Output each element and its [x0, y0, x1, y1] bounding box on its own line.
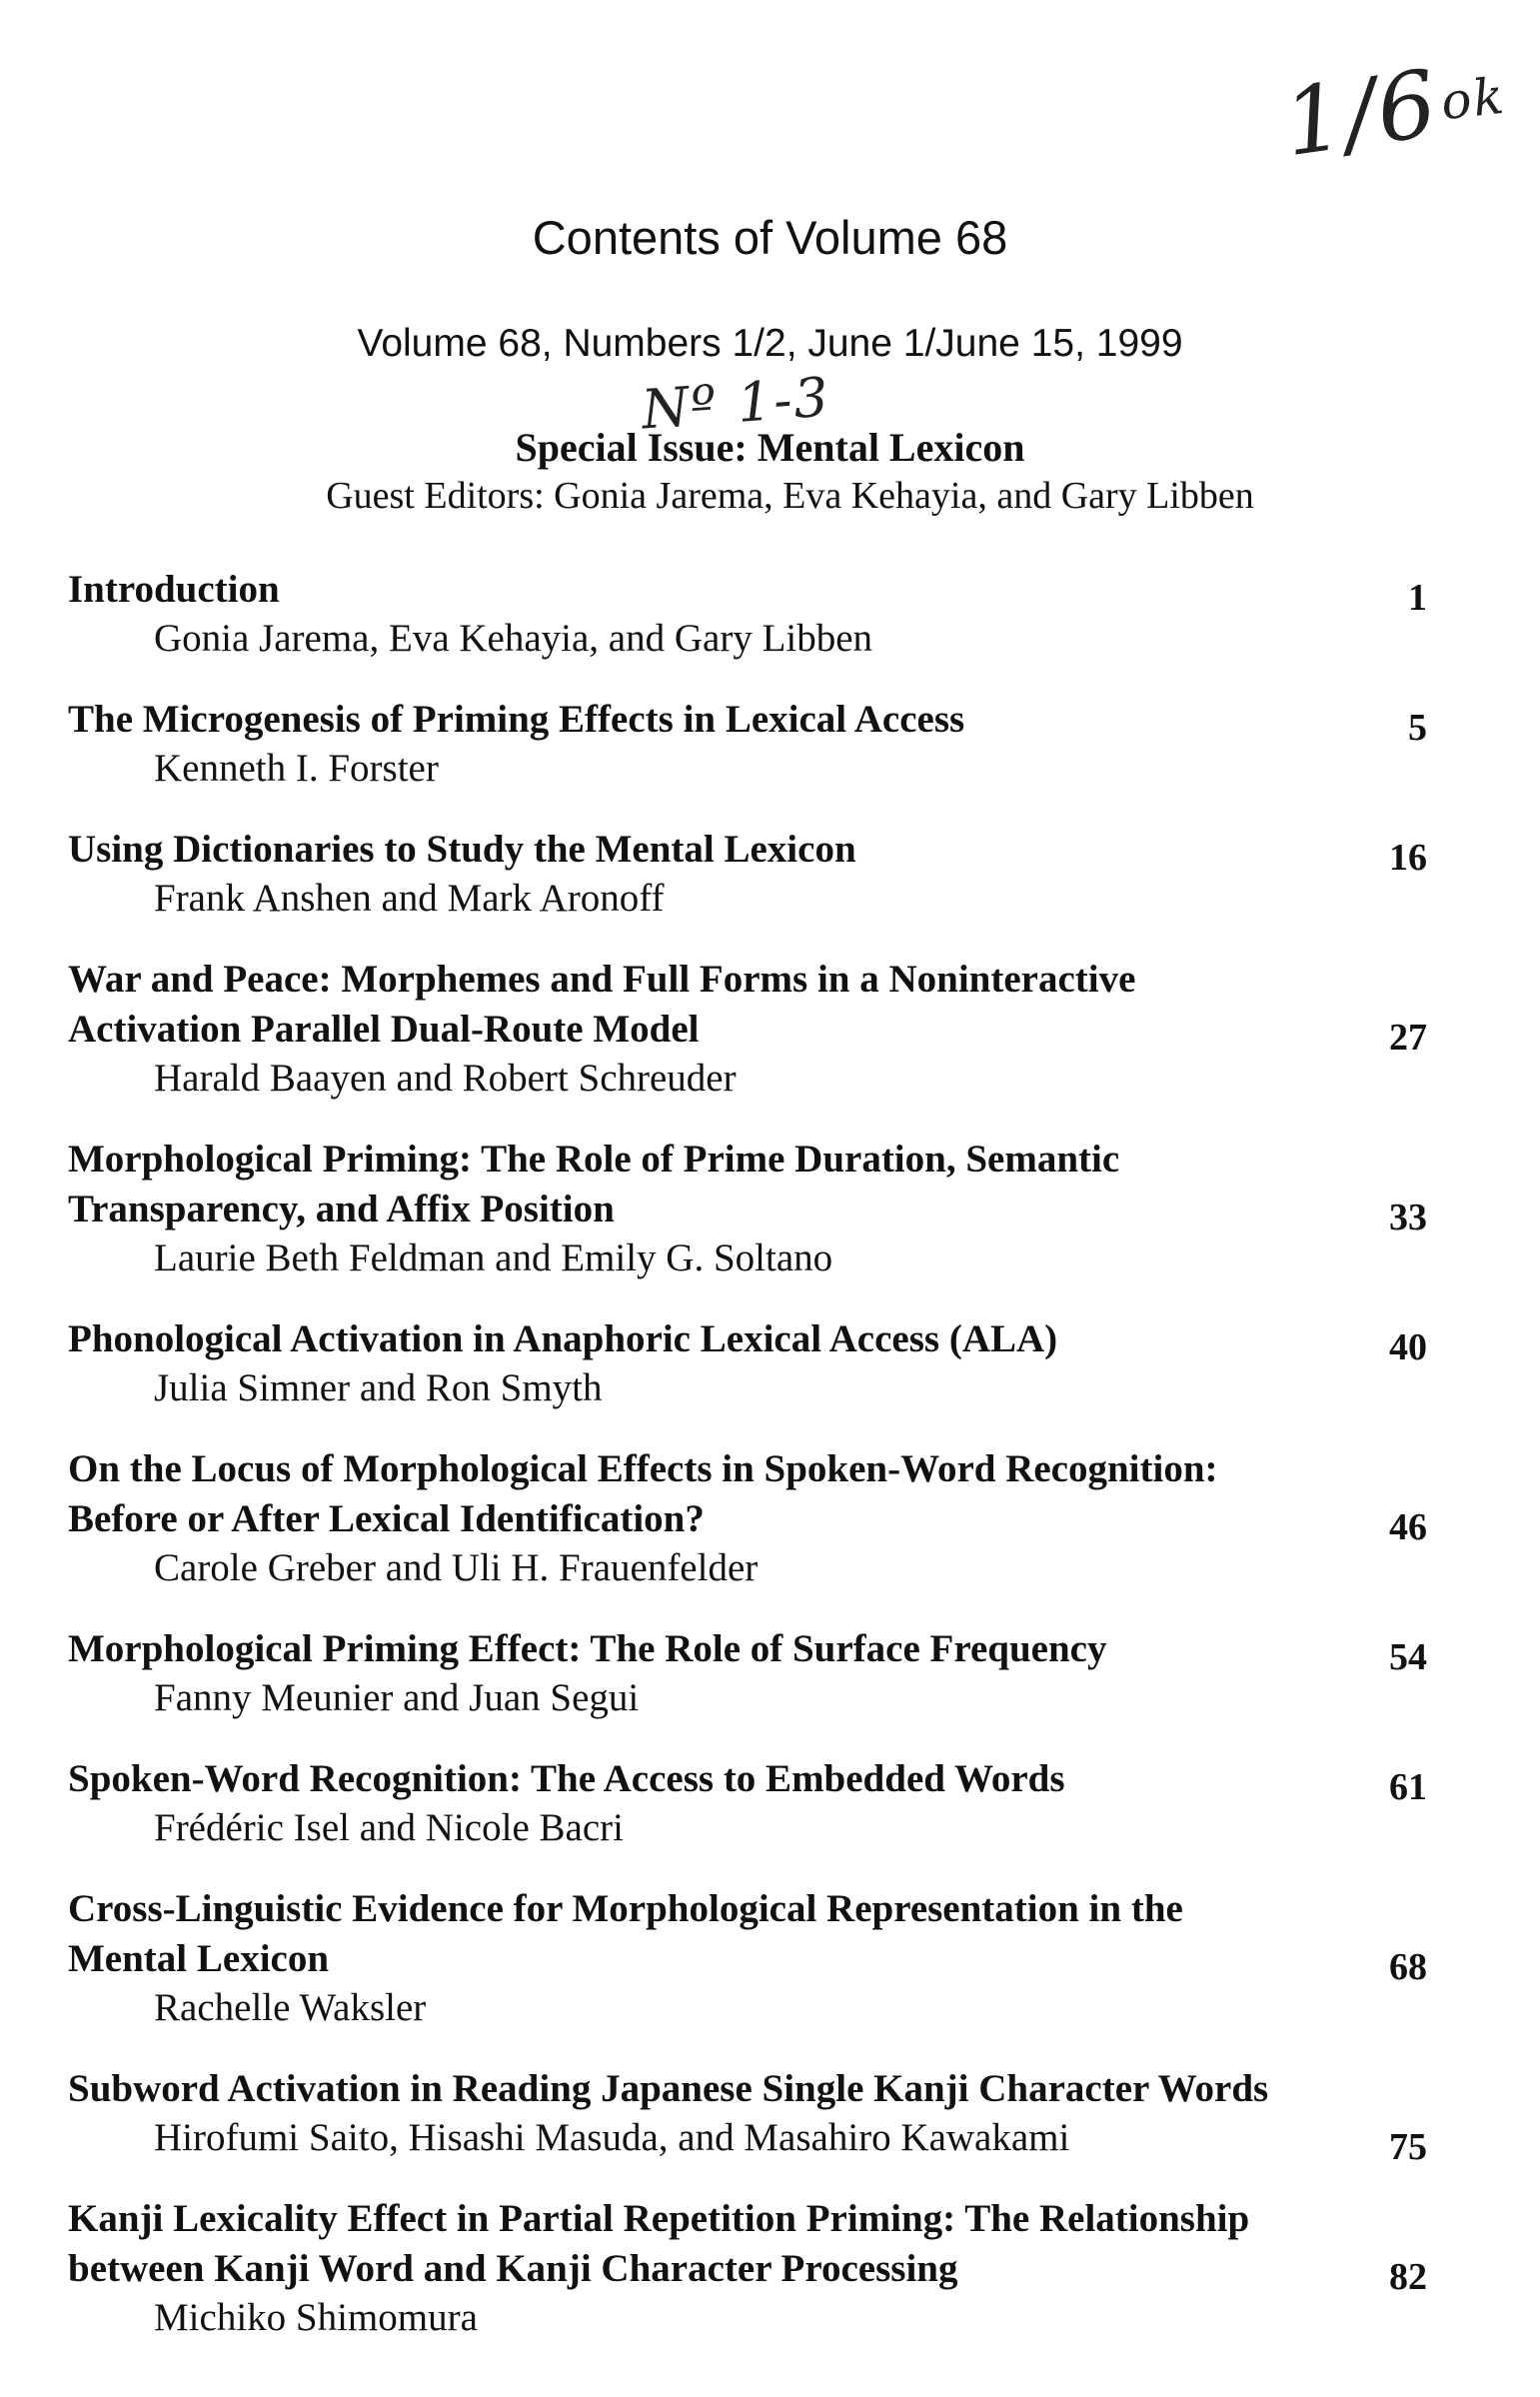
entry-title: Introduction [68, 568, 280, 611]
entry-authors: Gonia Jarema, Eva Kehayia, and Gary Libben [154, 617, 873, 660]
toc-entry [68, 825, 1427, 923]
entry-authors: Laurie Beth Feldman and Emily G. Soltano [154, 1236, 833, 1279]
page-title: Contents of Volume 68 [532, 211, 1008, 264]
entry-page-number: 46 [1389, 1506, 1427, 1548]
entry-title: Morphological Priming: The Role of Prime Duration, Semantic Transparency, and Affix Position [68, 1138, 1120, 1230]
entry-page-number: 27 [1389, 1017, 1427, 1059]
entry-page-number: 40 [1389, 1326, 1427, 1368]
toc-entry [68, 1314, 1427, 1412]
entry-title: Morphological Priming Effect: The Role of Surface Frequency [68, 1627, 1107, 1670]
entry-title: The Microgenesis of Priming Effects in Lexical Access [68, 698, 965, 741]
entry-page-number: 68 [1389, 1946, 1427, 1988]
toc-entry [68, 695, 1427, 793]
entry-authors: Fanny Meunier and Juan Segui [154, 1676, 640, 1719]
entry-authors: Frank Anshen and Mark Aronoff [154, 877, 665, 920]
handwritten-number-note: Nº 1-3 [640, 365, 832, 442]
handwritten-ok-note: ok [1438, 66, 1509, 132]
entry-page-number: 1 [1408, 577, 1427, 619]
entry-title: On the Locus of Morphological Effects in Spoken-Word Recognition: Before or After Lexical Identification? [68, 1447, 1218, 1540]
volume-line: Volume 68, Numbers 1/2, June 1/June 15, 1999 [357, 322, 1183, 365]
special-issue-heading: Special Issue: Mental Lexicon [515, 425, 1025, 470]
entry-authors: Julia Simner and Ron Smyth [154, 1366, 603, 1409]
entry-authors: Frédéric Isel and Nicole Bacri [154, 1806, 624, 1849]
toc-entry [68, 1444, 1427, 1592]
entry-title: Using Dictionaries to Study the Mental Lexicon [68, 828, 856, 871]
entry-authors: Michiko Shimomura [154, 2296, 478, 2339]
entry-authors: Kenneth I. Forster [154, 747, 439, 790]
entry-authors: Harald Baayen and Robert Schreuder [154, 1057, 737, 1100]
entry-title: Subword Activation in Reading Japanese Single Kanji Character Words [68, 2067, 1269, 2110]
entry-page-number: 54 [1389, 1636, 1427, 1678]
entry-page-number: 5 [1408, 707, 1427, 749]
entry-title: Spoken-Word Recognition: The Access to Embedded Words [68, 1757, 1065, 1800]
entry-page-number: 75 [1389, 2126, 1427, 2168]
toc-entry [68, 2194, 1427, 2342]
toc-entry [68, 2064, 1427, 2168]
entry-title: Cross-Linguistic Evidence for Morphological Representation in the Mental Lexicon [68, 1887, 1183, 1980]
handwritten-fraction-note: 1/6 [1277, 49, 1445, 178]
toc-entry [68, 1624, 1427, 1722]
entry-page-number: 61 [1389, 1766, 1427, 1808]
entry-page-number: 82 [1389, 2256, 1427, 2298]
entry-page-number: 16 [1389, 837, 1427, 879]
entry-authors: Carole Greber and Uli H. Frauenfelder [154, 1546, 759, 1589]
toc-entry [68, 955, 1427, 1103]
guest-editors-line: Guest Editors: Gonia Jarema, Eva Kehayia, and Gary Libben [326, 475, 1254, 517]
table-of-contents [68, 565, 1427, 2374]
toc-entry [68, 1754, 1427, 1852]
toc-entry [68, 1135, 1427, 1282]
entry-page-number: 33 [1389, 1197, 1427, 1238]
toc-entry [68, 1884, 1427, 2032]
entry-title: War and Peace: Morphemes and Full Forms in a Noninteractive Activation Parallel Dual-Route Model [68, 958, 1136, 1051]
entry-authors: Hirofumi Saito, Hisashi Masuda, and Masahiro Kawakami [154, 2116, 1070, 2159]
entry-title: Kanji Lexicality Effect in Partial Repetition Priming: The Relationship between Kanji Word and Kanji Character Processing [68, 2197, 1250, 2290]
entry-title: Phonological Activation in Anaphoric Lexical Access (ALA) [68, 1317, 1058, 1360]
toc-entry [68, 565, 1427, 663]
entry-authors: Rachelle Waksler [154, 1986, 427, 2029]
